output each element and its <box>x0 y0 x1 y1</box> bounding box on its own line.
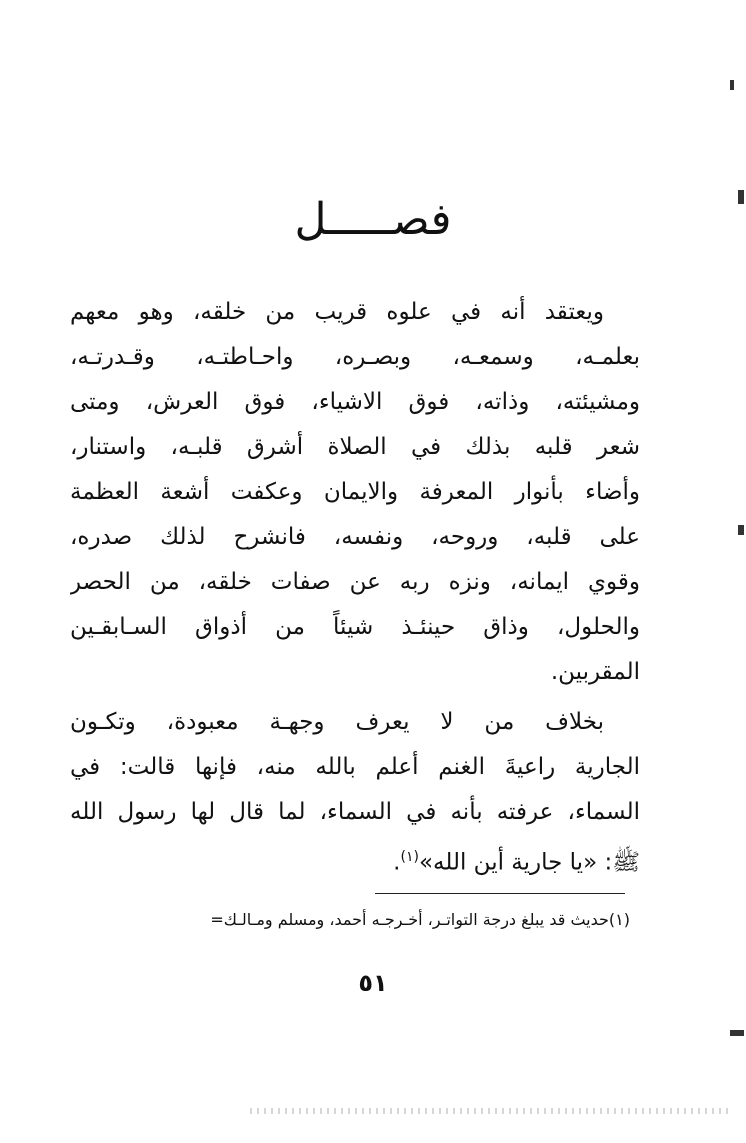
page-number: ٥١ <box>358 969 388 997</box>
text-line: وقوي ايمانه، ونزه ربه عن صفات خلقه، من الحصر <box>70 569 640 595</box>
text-line: ومشيئته، وذاته، فوق الاشياء، فوق العرش، ومتى <box>70 389 640 415</box>
scan-mark <box>738 190 744 204</box>
scan-mark <box>730 80 734 90</box>
text-line: السماء، عرفته بأنه في السماء، لما قال لها رسول الله <box>70 799 640 825</box>
text-line: الجارية راعيةَ الغنم أعلم بالله منه، فإنها قالت: في <box>70 754 640 780</box>
section-heading: فصـــــل <box>294 194 452 245</box>
text-line: وأضاء بأنوار المعرفة والايمان وعكفت أشعة العظمة <box>70 479 640 505</box>
text-line: بعلمـه، وسمعـه، وبصـره، واحـاطتـه، وقـدرتـه، <box>70 344 640 370</box>
text-line-final <box>70 835 640 886</box>
text-line: ويعتقد أنه في علوه قريب من خلقه، وهو معهم <box>70 299 604 325</box>
text-line: المقربين. <box>550 659 640 685</box>
text-line: والحلول، وذاق حينئـذ شيئاً من أذواق السـابقـين <box>70 614 640 640</box>
scan-mark <box>730 1030 744 1036</box>
text-line: بخلاف من لا يعرف وجهـة معبودة، وتكـون <box>70 709 604 735</box>
paragraph-1 <box>70 290 640 695</box>
footnote-reference[interactable]: (١) <box>400 849 419 865</box>
paragraph-2 <box>70 700 640 886</box>
scan-mark <box>738 525 744 535</box>
footnote: (١)حديث قد يبلغ درجة التواتـر، أخـرجـه أحمد، ومسلم ومـالـك= <box>210 910 630 929</box>
footnote-divider <box>375 893 625 894</box>
scan-noise <box>250 1108 730 1114</box>
hadith-quote: ﷺ: «يا جارية أين الله» <box>418 849 640 876</box>
text-line: شعر قلبه بذلك في الصلاة أشرق قلبـه، واستنار، <box>70 434 640 460</box>
text-line: على قلبه، وروحه، ونفسه، فانشرح لذلك صدره، <box>70 524 640 550</box>
final-period: . <box>393 849 401 876</box>
